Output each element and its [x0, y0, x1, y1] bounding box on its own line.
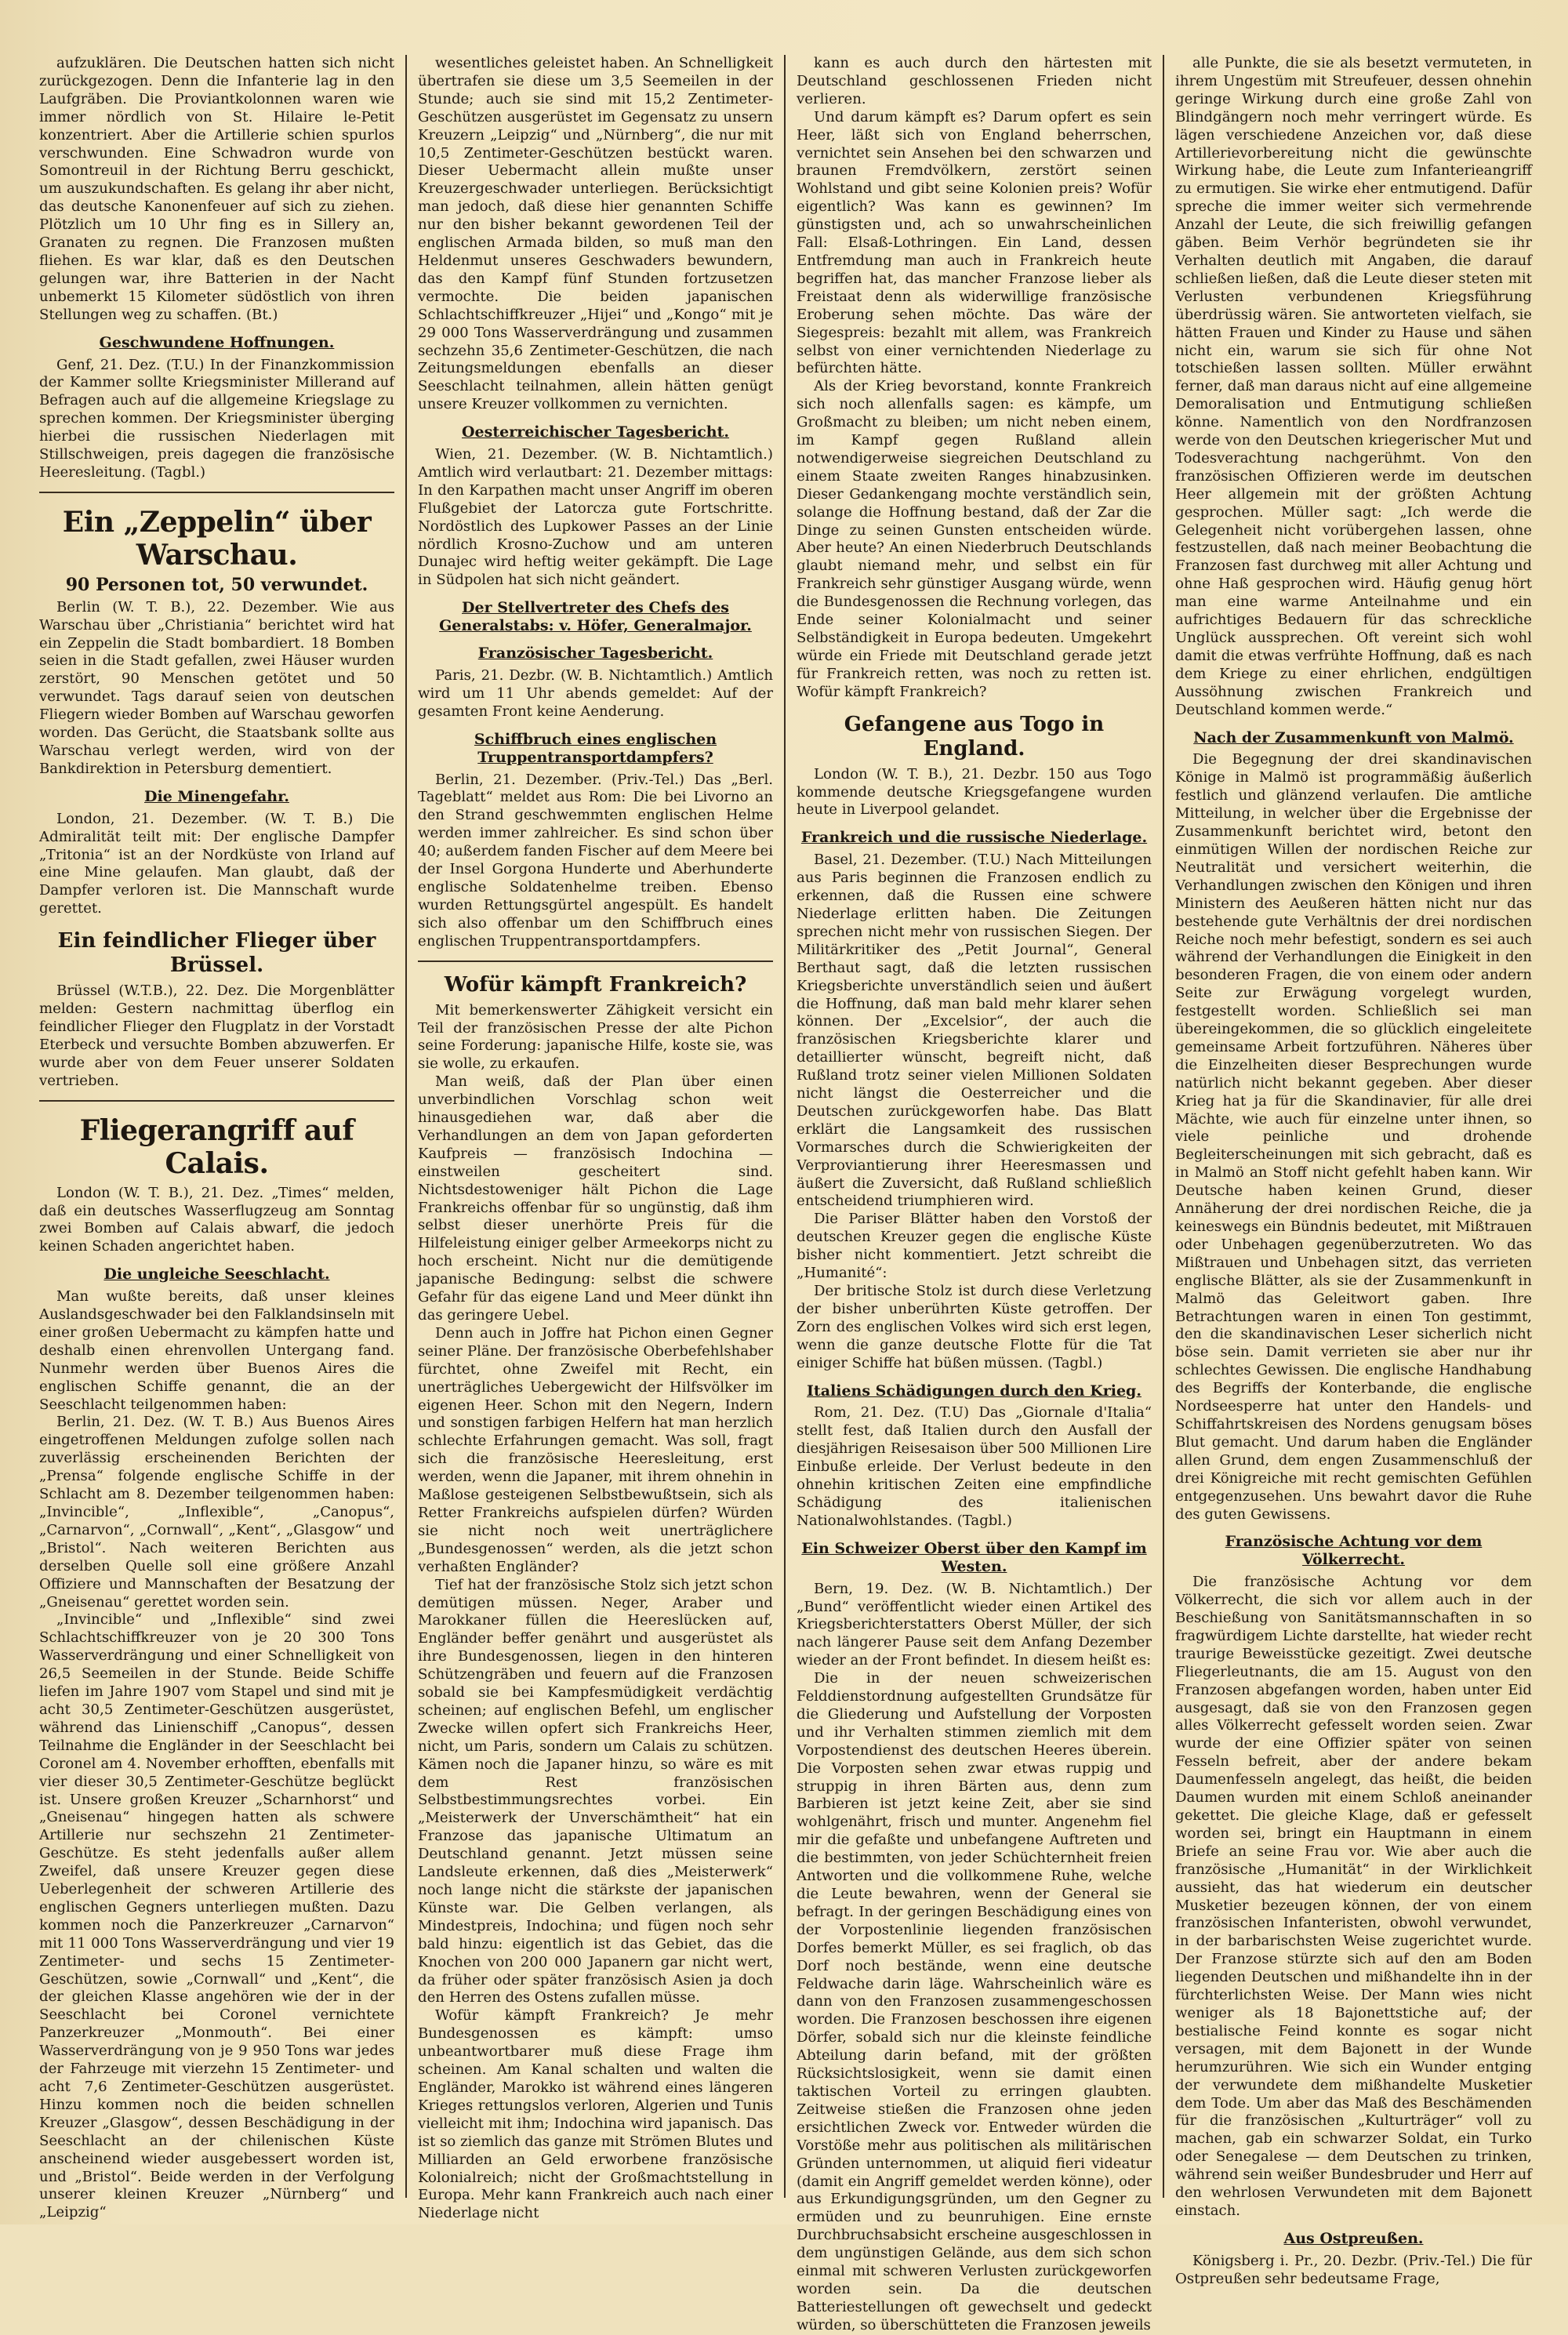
headline: Schiffbruch eines englischen Truppentransportdampfers?	[474, 730, 717, 766]
column-1	[28, 55, 407, 2221]
paragraph: Mit bemerkenswerter Zähigkeit versicht ein Teil der französischen Presse der alte Pichon seine Forderung: japanische Hilfe, koste sie, was sie wolle, zu erkaufen.	[418, 1001, 773, 1073]
headline: Französische Achtung vor dem Völkerrecht.	[1225, 1533, 1483, 1569]
headline: Die Minengefahr.	[144, 787, 289, 805]
headline: Wofür kämpft Frankreich?	[444, 972, 747, 997]
paragraph: Paris, 21. Dezbr. (W. B. Nichtamtlich.) Amtlich wird um 11 Uhr abends gemeldet: Auf der gesamten Front keine Aenderung.	[418, 667, 773, 720]
paragraph: Tief hat der französische Stolz sich jetzt schon demütigen müssen. Neger, Araber und Marokkaner füllen die Heereslücken auf, Engländer beffer genährt und ausgerüstet als ihre Bundesgenossen, liegen in den hinteren Schützengräben und feuern auf die Franzosen sobald sie bei Kampfesmüdigkeit verdächtig scheinen; auf englischen Befehl, um englischer Zwecke willen opfert sich Frankreichs Heer, nicht, um Paris, sondern um Calais zu schützen. Kämen noch die Japaner hinzu, so wäre es mit dem Rest französischen Selbstbestimmungsrechtes vorbei. Ein „Meisterwerk der Unverschämtheit“ hat ein Franzose das japanische Ultimatum an Deutschland genannt. Jetzt müssen seine Landsleute erkennen, daß dies „Meisterwerk“ noch lange nicht die stärkste der japanischen Künste war. Die Gelben verlangen, als Mindestpreis, Indochina; und fügen noch sehr bald hinzu: eigentlich ist das Gebiet, das die Knochen von 200 000 Japanern gar nicht wert, da früher oder später französisch Asien ja doch den Herren des Ostens zufallen müsse.	[418, 1576, 773, 2006]
headline: Frankreich und die russische Niederlage.	[800, 829, 1148, 847]
paragraph: London (W. T. B.), 21. Dez. „Times“ melden, daß ein deutsches Wasserflugzeug am Sonntag zwei Bomben auf Calais abwarf, die jedoch keinen Schaden angerichtet haben.	[39, 1184, 394, 1255]
paragraph: aufzuklären. Die Deutschen hatten sich nicht zurückgezogen. Denn die Infanterie lag in den Laufgräben. Die Proviantkolonnen waren wie immer nördlich von St. Hilaire le-Petit konzentriert. Aber die Artillerie schien spurlos verschwunden. Eine Schwadron wurde von Somontreuil in der Richtung Berru geschickt, um auszukundschaften. Es gelang ihr aber nicht, das deutsche Kanonenfeuer auf sich zu ziehen. Plötzlich um 10 Uhr fing es in Sillery an, Granaten zu regnen. Die Franzosen mußten fliehen. Es war klar, daß es den Deutschen gelungen war, ihre Batterien in der Nacht unbemerkt 15 Kilometer südöstlich von ihren Stellungen weg zu schaffen. (Bt.)	[39, 55, 394, 323]
paragraph: Die französische Achtung vor dem Völkerrecht, die sich vor allem auch in der Beschießung von Sanitätsmannschaften in so fragwürdigem Lichte darstellte, hat wieder recht traurige Beweisstücke gezeitigt. Zwei deutsche Fliegerleutnants, die am 15. August von den Franzosen abgefangen worden, haben unter Eid ausgesagt, daß sie von den Franzosen gegen alles Völkerrecht gefesselt worden seien. Zwar wurde der eine Offizier später von seinen Fesseln befreit, aber der andere bekam Daumenfesseln angelegt, das heißt, die beiden Daumen wurden mit einem Schloß aneinander gekettet. Die gleiche Klage, daß er gefesselt worden sei, bringt ein Hauptmann in einem Briefe an seine Frau vor. Wie aber auch die französische „Humanität“ in der Wirklichkeit aussieht, das hat wiederum ein deutscher Musketier bezeugen können, der von einem französischen Infanteristen, obwohl verwundet, in der barbarischsten Weise zugerichtet wurde. Der Franzose stürzte sich auf den am Boden liegenden Deutschen und mißhandelte ihn in der fürchterlichsten Weise. Der Mann wies nicht weniger als 18 Bajonettstiche auf; der bestialische Feind konnte es sogar nicht versagen, mit dem Bajonett in der Wunde herumzurühren. Wie sich ein Wunder entging der verwundete dem mißhandelte Musketier dem Tode. Um aber das Maß des Beschämenden für die französischen „Kulturträger“ voll zu machen, gab ein schwarzer Soldat, ein Turko oder Senegalese — dem Deutschen zu trinken, während sein weißer Bundesbruder und Herr auf den wehrlosen Verwundeten mit dem Bajonett einstach.	[1175, 1574, 1532, 2219]
paragraph: Und darum kämpft es? Darum opfert es sein Heer, läßt sich von England beherrschen, vernichtet sein Ansehen bei den schwarzen und braunen Fremdvölkern, zerstört seinen Wohlstand und gibt seine Kolonien preis? Wofür eigentlich? Was kann es gewinnen? Im günstigsten und, ach so unwahrscheinlichen Fall: Elsaß-Lothringen. Ein Land, dessen Entfremdung man auch in Frankreich heute begriffen hat, das mancher Franzose lieber als Freistaat denn als widerwillige französische Eroberung sehen möchte. Das wäre der Siegespreis: bezahlt mit allem, was Frankreich selbst von einer vernichtenden Niederlage zu befürchten hätte.	[797, 108, 1152, 377]
divider	[39, 492, 394, 493]
paragraph: Die Begegnung der drei skandinavischen Könige in Malmö ist programmäßig äußerlich festlich und glänzend verlaufen. Die amtliche Mitteilung, in welcher über die Ergebnisse der Zusammenkunft berichtet wird, betont den einmütigen Willen der nordischen Reiche zur Neutralität und versichert weiterhin, die Verhandlungen zwischen den Königen und ihren Ministern des Aeußeren hätten nicht nur das bestehende gute Verhältnis der drei nordischen Reiche noch mehr befestigt, sondern es sei auch während der Verhandlungen die Einigkeit in den besonderen Fragen, die von einem oder andern Seite zur Erwägung vorgelegt wurden, festgestellt worden. Schließlich sei man übereingekommen, die so glücklich eingeleitete gemeinsame Arbeit fortzuführen. Näheres über die Einzelheiten dieser Besprechungen wurde natürlich nicht bekannt gegeben. Aber dieser Krieg hat ja für die Skandinavier, für alle drei Mächte, wie auch für einzelne unter ihnen, so viele peinliche und drohende Begleiterscheinungen mit sich gebracht, daß es in Malmö an Stoff nicht gefehlt haben kann. Wir Deutsche haben keinen Grund, dieser Annäherung der drei nordischen Reiche, die ja keineswegs ein Bündnis bedeutet, mit Mißtrauen oder Unbehagen gegenüberzutreten. Wo das Mißtrauen und Unbehagen sitzt, das verrieten englische Blätter, als sie der Zusammenkunft in Malmö das Geleitwort gaben. Ihre Betrachtungen waren in einen Ton gestimmt, den die skandinavischen Leser sicherlich nicht böse sein. Damit verrieten sie aber nur ihr schlechtes Gewissen. Die englische Handhabung des Begriffs der Konterbande, die englische Nordseesperre hat unter den Handels- und Schiffahrtskreisen des Nordens genugsam böses Blut gemacht. Und darum haben die Engländer allen Grund, dem engen Zusammenschluß der drei Königreiche mit recht gemischten Gefühlen entgegenzusehen. Uns bewahrt davor die Ruhe des guten Gewissens.	[1175, 751, 1532, 1523]
headline: Die ungleiche Seeschlacht.	[103, 1266, 330, 1284]
subheadline: 90 Personen tot, 50 verwundet.	[65, 574, 368, 595]
paragraph: kann es auch durch den härtesten mit Deutschland geschlossenen Frieden nicht verlieren.	[797, 55, 1152, 107]
headline: Nach der Zusammenkunft von Malmö.	[1193, 728, 1514, 746]
paragraph: Basel, 21. Dezember. (T.U.) Nach Mitteilungen aus Paris beginnen die Franzosen endlich zu erkennen, daß die Russen eine schwere Niederlage erlitten haben. Die Zeitungen sprechen nicht mehr von russischen Siegen. Der Militärkritiker des „Petit Journal“, General Berthaut sagt, daß die letzten russischen Kriegsberichte unverständlich seien und äußert die Hoffnung, daß man bald mehr klarer sehen können. Der „Excelsior“, der auch die französischen Kriegsberichte klarer und detaillierter wünscht, begreift nicht, daß Rußland trotz seiner vielen Millionen Soldaten nicht längst die Oesterreicher und die Deutschen zurückgeworfen habe. Das Blatt erklärt die Langsamkeit des russischen Vormarsches durch die Schwierigkeiten der Verproviantierung ihrer Heeresmassen und äußert die Zuversicht, daß Rußland schließlich entscheidend triumphieren wird.	[797, 852, 1152, 1210]
paragraph: Der britische Stolz ist durch diese Verletzung der bisher unberührten Küste getroffen. Der Zorn des englischen Volkes wird sich erst legen, wenn die ganze deutsche Flotte für die Tat einiger Schiffe hat büßen müssen. (Tagbl.)	[797, 1283, 1152, 1371]
headline: Französischer Tagesbericht.	[477, 645, 713, 663]
headline: Gefangene aus Togo in England.	[844, 712, 1105, 761]
paragraph: „Invincible“ und „Inflexible“ sind zwei Schlachtschiffkreuzer von je 20 300 Tons Wasserverdrängung und einer Schnelligkeit von 26,5 Seemeilen in der Stunde. Beide Schiffe liefen im Jahre 1907 vom Stapel und sind mit je acht 30,5 Zentimeter-Geschützen ausgerüstet, während das Linienschiff „Canopus“, dessen Teilnahme die Engländer in der Seeschlacht bei Coronel am 4. November erhofften, ebenfalls mit vier dieser 30,5 Zentimeter-Geschütze beglückt ist. Unsere großen Kreuzer „Scharnhorst“ und „Gneisenau“ hingegen hatten als schwere Artillerie nur sechszehn 21 Zentimeter-Geschütze. Es steht jedenfalls außer allem Zweifel, daß unsere Kreuzer gegen diese Ueberlegenheit der schweren Artillerie des englischen Gegners unterliegen mußten. Dazu kommen noch die Panzerkreuzer „Carnarvon“ mit 11 000 Tons Wasserverdrängung und vier 19 Zentimeter- und sechs 15 Zentimeter-Geschützen, sowie „Cornwall“ und „Kent“, die der gleichen Klasse angehören wie der in der Seeschlacht bei Coronel vernichtete Panzerkreuzer „Monmouth“. Bei einer Wasserverdrängung von je 9 950 Tons war jedes der Fahrzeuge mit vierzehn 15 Zentimeter- und acht 7,6 Zentimeter-Geschützen ausgerüstet. Hinzu kommen noch die beiden schnellen Kreuzer „Glasgow“, dessen Beschädigung in der Seeschlacht an der chilenischen Küste anscheinend wieder ausgebessert worden ist, und „Bristol“. Beide werden in der Verfolgung unserer kleinen Kreuzer „Nürnberg“ und „Leipzig“	[39, 1611, 394, 2221]
headline: Aus Ostpreußen.	[1283, 2229, 1424, 2247]
headline: Italiens Schädigungen durch den Krieg.	[807, 1382, 1142, 1400]
headline: Ein Schweizer Oberst über den Kampf im Westen.	[801, 1539, 1147, 1575]
headline: Der Stellvertreter des Chefs des Generalstabs: v. Höfer, Generalmajor.	[439, 599, 752, 635]
paragraph: Wofür kämpft Frankreich? Je mehr Bundesgenossen es kämpft: umso unbeantwortbarer muß diese Frage ihm scheinen. Am Kanal schalten und walten die Engländer, Marokko ist während eines längeren Krieges rettungslos verloren, Algerien und Tunis vielleicht mit ihm; Indochina wird japanisch. Das ist so ziemlich das ganze mit Strömen Blutes und Milliarden an Geld erworbene französische Kolonialreich; nicht der Großmachtstellung in Europa. Mehr kann Frankreich auch nach einer Niederlage nicht	[418, 2007, 773, 2222]
paragraph: Man weiß, daß der Plan über einen unverbindlichen Vorschlag schon weit hinausgediehen war, daß aber die Verhandlungen an dem von Japan geforderten Kaufpreis — französisch Indochina — einstweilen gescheitert sind. Nichtsdestoweniger hält Pichon die Lage Frankreichs offenbar für so ungünstig, daß ihm selbst dieser unerhörte Preis für die Hilfeleistung einiger gelber Armeekorps nicht zu hoch erscheint. Nicht nur die demütigende japanische Bedingung: selbst die schwere Gefahr für das eigene Land und Meer dünkt ihn das geringere Uebel.	[418, 1073, 773, 1324]
headline: Ein „Zeppelin“ über Warschau.	[62, 505, 372, 572]
paragraph: Berlin (W. T. B.), 22. Dezember. Wie aus Warschau über „Christiania“ berichtet wird hat ein Zeppelin die Stadt bombardiert. 18 Bomben seien in die Stadt gefallen, zwei Häuser wurden zerstört, 90 Menschen getötet und 50 verwundet. Tags darauf seien von deutschen Fliegern wieder Bomben auf Warschau geworfen worden. Das Gerücht, die Staatsbank sollte aus Warschau verlegt werden, wird von der Bankdirektion in Petersburg dementiert.	[39, 598, 394, 777]
paragraph: Bern, 19. Dez. (W. B. Nichtamtlich.) Der „Bund“ veröffentlicht wieder einen Artikel des Kriegsberichterstatters Oberst Müller, der sich nach längerer Pause seit dem Anfang Dezember wieder an der Front befindet. In diesem heißt es:	[797, 1580, 1152, 1669]
headline: Oesterreichischer Tagesbericht.	[462, 423, 729, 441]
divider	[39, 1100, 394, 1102]
paragraph: Als der Krieg bevorstand, konnte Frankreich sich noch allenfalls sagen: es kämpfe, um Großmacht zu bleiben; um nicht neben einem, im Kampf gegen Rußland allein notwendigerweise siegreichen Deutschland zu einem Staate zweiten Ranges hinabzusinken. Dieser Gedankengang mochte verständlich sein, solange die Hoffnung bestand, daß der Zar die Dinge zu seinen Gunsten entscheiden würde. Aber heute? An einen Niederbruch Deutschlands glaubt niemand mehr, und selbst ein für Frankreich sehr günstiger Ausgang würde, wenn die Bundesgenossen die Rechnung vorlegen, das Ende seiner Kolonialmacht und seiner Selbständigkeit in Europa bedeuten. Umgekehrt würde ein Friede mit Deutschland gerade jetzt für Frankreich retten, was noch zu retten ist. Wofür kämpft Frankreich?	[797, 378, 1152, 700]
headline: Ein feindlicher Flieger über Brüssel.	[57, 929, 376, 978]
paragraph: Brüssel (W.T.B.), 22. Dez. Die Morgenblätter melden: Gestern nachmittag überflog ein feindlicher Flieger den Flugplatz in der Vorstadt Eterbeck und versuchte Bomben abzuwerfen. Er wurde aber von dem Feuer unserer Soldaten vertrieben.	[39, 982, 394, 1089]
column-3	[786, 55, 1164, 2333]
paragraph: Denn auch in Joffre hat Pichon einen Gegner seiner Pläne. Der französische Oberbefehlshaber fürchtet, ohne Zweifel mit Recht, ein unerträgliches Uebergewicht der Hilfsvölker im eigenen Heer. Schon mit den Negern, Indern und sonstigen farbigen Helfern hat man herzlich schlechte Erfahrungen gemacht. Was soll, fragt sich die französische Heeresleitung, erst werden, wenn die Japaner, mit ihrem ohnehin in Maßlose gesteigenen Selbstbewußtsein, sich als Retter Frankreichs aufspielen dürfen? Würden sie nicht noch weit unerträglichere „Bundesgenossen“ werden, als die jetzt schon verhaßten Engländer?	[418, 1324, 773, 1575]
divider	[418, 961, 773, 962]
column-2	[407, 55, 786, 2222]
paragraph: alle Punkte, die sie als besetzt vermuteten, in ihrem Ungestüm mit Streufeuer, dessen ohnehin geringe Wirkung durch eine große Zahl von Blindgängern noch mehr verringert würde. Es lägen verschiedene Anzeichen vor, daß diese Artillerievorbereitung nicht die gewünschte Wirkung habe, die Leute zum Infanterieangriff zu ermutigen. Sie wirke eher entmutigend. Dafür spreche die immer weiter sich vermehrende Anzahl der Leute, die sich freiwillig gefangen gäben. Beim Verhör begründeten sie ihr Verhalten deutlich mit Angaben, die darauf schließen ließen, daß die Leute dieser steten mit Verlusten verbundenen Kriegsführung überdrüssig wären. Sie antworteten vielfach, sie hätten Frauen und Kinder zu Hause und sähen nicht ein, warum sie sich für ohne Not totschießen lassen sollten. Müller erwähnt ferner, daß man daraus nicht auf eine allgemeine Demoralisation und Entmutigung schließen könne. Namentlich von den Nordfranzosen werde von den Deutschen kriegerischer Mut und Todesverachtung nachgerühmt. Von den französischen Offizieren werde im deutschen Heer allgemein mit der größten Achtung gesprochen. Müller sagt: „Ich werde die Gelegenheit nicht vorübergehen lassen, ohne festzustellen, daß nach meiner Beobachtung die Franzosen fast durchweg mit aller Achtung und ohne Haß gesprochen wird. Häufig genug hört man eine warme Anteilnahme und ein aufrichtiges Bedauern für das schreckliche Unglück aussprechen. Oft vereint sich wohl damit die etwas verfrühte Hoffnung, daß es nach dem Kriege zu einer ehrlichen, endgültigen Aussöhnung zwischen Frankreich und Deutschland kommen werde.“	[1175, 55, 1532, 718]
paragraph: London (W. T. B.), 21. Dezbr. 150 aus Togo kommende deutsche Kriegsgefangene wurden heute in Liverpool gelandet.	[797, 765, 1152, 819]
paragraph: Wien, 21. Dezember. (W. B. Nichtamtlich.) Amtlich wird verlautbart: 21. Dezember mittags: In den Karpathen macht unser Angriff im oberen Flußgebiet der Latorcza gute Fortschritte. Nordöstlich des Lupkower Passes an der Linie nördlich Krosno-Zuchow und am unteren Dunajec wird heftig weiter gekämpft. Die Lage in Südpolen hat sich nicht geändert.	[418, 446, 773, 589]
paragraph: London, 21. Dezember. (W. T. B.) Die Admiralität teilt mit: Der englische Dampfer „Tritonia“ ist an der Nordküste von Irland auf eine Mine gelaufen. Man glaubt, daß der Dampfer verloren ist. Die Mannschaft wurde gerettet.	[39, 810, 394, 917]
paragraph: Die in der neuen schweizerischen Felddienstordnung aufgestellten Grundsätze für die Gliederung und Aufstellung der Vorposten und ihr Verhalten stimmen ziemlich mit dem Vorpostendienst des deutschen Heeres überein. Die Vorposten sehen zwar etwas ruppig und struppig in ihren Bärten aus, denn zum Barbieren ist jetzt keine Zeit, aber sie sind wohlgenährt, frisch und munter. Angenehm fiel mir die gefaßte und unbefangene Auftreten und die bestimmten, von jeder Schüchternheit freien Antworten und die vollkommene Ruhe, welche die Leute bewahren, wenn der General sie befragt. In der geringen Beschädigung eines von der Vorpostenlinie liegenden französischen Dorfes bemerkt Müller, es sei fraglich, ob das Dorf noch bestände, wenn eine deutsche Feldwache darin läge. Wahrscheinlich wäre es dann von den Franzosen zusammengeschossen worden. Die Franzosen beschossen ihre eigenen Dörfer, sobald sich nur die kleinste feindliche Abteilung darin befand, mit der größten Rücksichtslosigkeit, wenn sie damit einen taktischen Vorteil zu erringen glaubten. Zeitweise stießen die Franzosen ohne jeden ersichtlichen Zweck vor. Entweder würden die Vorstöße mehr aus politischen als militärischen Gründen unternommen, ut aliquid fieri videatur (damit ein Angriff gemeldet werden könne), oder aus Erkundigungsgründen, um den Gegner zu ermüden und zu beunruhigen. Eine ernste Durchbruchsabsicht erscheine ausgeschlossen in dem ungünstigen Gelände, aus dem sich schon einmal mit schweren Verlusten zurückgeworfen worden sein. Da die deutschen Batteriestellungen oft gewechselt und gedeckt würden, so überschütteten die Franzosen jeweils	[797, 1670, 1152, 2333]
paragraph: wesentliches geleistet haben. An Schnelligkeit übertrafen sie diese um 3,5 Seemeilen in der Stunde; auch sie sind mit 15,2 Zentimeter-Geschützen ausgerüstet im Gegensatz zu unsern Kreuzern „Leipzig“ und „Nürnberg“, die nur mit 10,5 Zentimeter-Geschützen bestückt waren. Dieser Uebermacht allein mußte unser Kreuzergeschwader unterliegen. Berücksichtigt man jedoch, daß diese hier genannten Schiffe nur den bisher bekannt gewordenen Teil der englischen Armada bilden, so muß man den Heldenmut unseres Geschwaders bewundern, das den Kampf fünf Stunden fortzusetzen vermochte. Die beiden japanischen Schlachtschiffkreuzer „Hijei“ und „Kongo“ mit je 29 000 Tons Wasserverdrängung und zusammen sechzehn 35,6 Zentimeter-Geschützen, die nach Zeitungsmeldungen ebenfalls an dieser Seeschlacht teilnahmen, allein hätten genügt unsere Kreuzer vollkommen zu vernichten.	[418, 55, 773, 413]
paragraph: Rom, 21. Dez. (T.U) Das „Giornale d'Italia“ stellt fest, daß Italien durch den Ausfall der diesjährigen Reisesaison über 500 Millionen Lire Einbuße erleide. Der Verlust bedeute in den ohnehin kritischen Zeiten eine empfindliche Schädigung des italienischen Nationalwohlstandes. (Tagbl.)	[797, 1404, 1152, 1529]
headline: Fliegerangriff auf Calais.	[79, 1113, 354, 1180]
paragraph: Die Pariser Blätter haben den Vorstoß der deutschen Kreuzer gegen die englische Küste bisher nicht kommentiert. Jetzt schreibt die „Humanité“:	[797, 1211, 1152, 1282]
paragraph: Genf, 21. Dez. (T.U.) In der Finanzkommission der Kammer sollte Kriegsminister Millerand auf Befragen auch auf die allgemeine Kriegslage zu sprechen kommen. Der Kriegsminister überging hierbei die russischen Niederlagen mit Stillschweigen, preis dagegen die französische Heeresleitung. (Tagbl.)	[39, 356, 394, 481]
headline: Geschwundene Hoffnungen.	[99, 333, 335, 351]
columns	[28, 55, 1543, 2333]
column-4	[1164, 55, 1543, 2287]
paragraph: Berlin, 21. Dezember. (Priv.-Tel.) Das „Berl. Tageblatt“ meldet aus Rom: Die bei Livorno an den Strand geschwemmten englischen Helme werden immer zahlreicher. Es sind schon über 40; außerdem fanden Fischer auf dem Meere bei der Insel Gorgona Hunderte und Aberhunderte englische Soldatenhelme treiben. Ebenso wurden Rettungsgürtel angespült. Es handelt sich also offenbar um den Schiffbruch eines englischen Truppentransportdampfers.	[418, 771, 773, 950]
paragraph: Königsberg i. Pr., 20. Dezbr. (Priv.-Tel.) Die für Ostpreußen sehr bedeutsame Frage,	[1175, 2252, 1532, 2287]
paragraph: Man wußte bereits, daß unser kleines Auslandsgeschwader bei den Falklandsinseln mit einer großen Uebermacht zu kämpfen hatte und deshalb einen ehrenvollen Untergang fand. Nunmehr werden über Buenos Aires die englischen Schiffe genannt, die an der Seeschlacht teilgenommen haben:	[39, 1288, 394, 1413]
paragraph: Berlin, 21. Dez. (W. T. B.) Aus Buenos Aires eingetroffenen Meldungen zufolge sollen nach zuverlässig erscheinenden Berichten der „Prensa“ folgende englische Schiffe in der Schlacht am 8. Dezember teilgenommen haben: „Invincible“, „Inflexible“, „Canopus“, „Carnarvon“, „Cornwall“, „Kent“, „Glasgow“ und „Bristol“. Nach weiteren Berichten aus derselben Quelle soll eine größere Anzahl Offiziere und Mannschaften der Besatzung der „Gneisenau“ gerettet worden sein.	[39, 1414, 394, 1611]
